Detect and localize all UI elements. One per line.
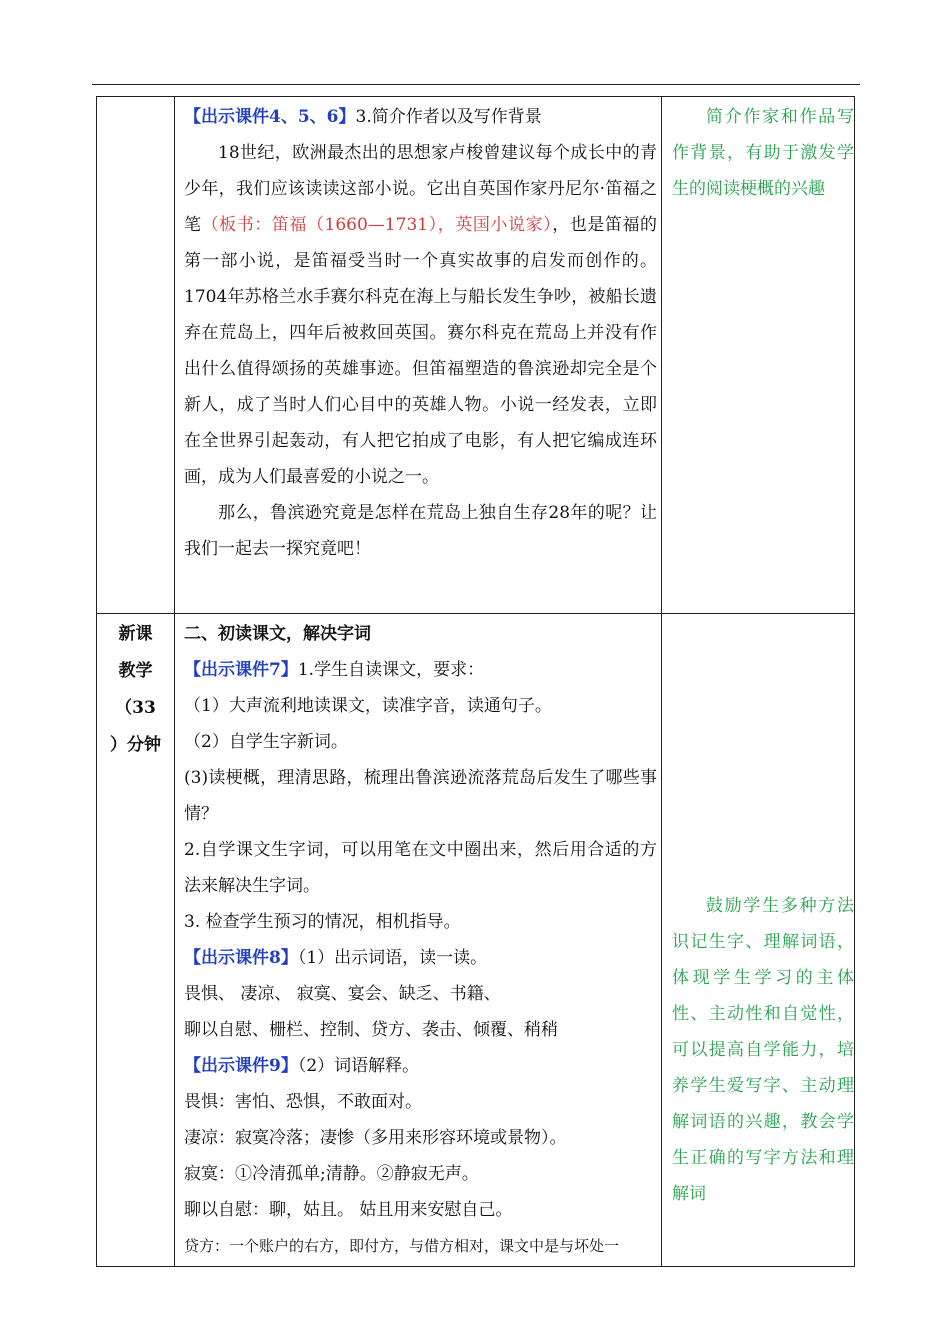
stage-cell (97, 97, 175, 614)
stage-label (97, 97, 174, 99)
step-item: 2.自学课文生字词，可以用笔在文中圈出来，然后用合适的方法来解决生字词。 (184, 840, 657, 896)
courseware-tag: 【出示课件8】 (184, 948, 298, 968)
lesson-plan-table (96, 96, 855, 1267)
header-rule (92, 84, 860, 85)
requirement: (3)读梗概，理清思路，梳理出鲁滨逊流落荒岛后发生了哪些事情？ (184, 768, 657, 824)
word-list: 畏惧、 凄凉、 寂寞、宴会、缺乏、书籍、 (184, 984, 501, 1004)
section-title: 二、初读课文，解决字词 (184, 624, 371, 644)
content-cell: 二、初读课文，解决字词 【出示课件7】1.学生自读课文，要求： （1）大声流利地读课文，读准字音，读通句子。 （2）自学生字新词。 (3)读梗概，理清思路，梳理出鲁滨逊流落荒岛后发生了哪些事情？ 2.自学课文生字词，可以用笔在文中圈出来，然后用合适的方法来解决生字词。 3. 检查学生预习的情况，相机指导。 【出示课件8】（1）出示词语，读一读。 畏惧、 凄凉、 寂寞、宴会、缺乏、书籍、 聊以自慰、栅栏、控制、贷方、袭击、倾覆、稍稍 【出示课件9】（2）词语解释。 畏惧：害怕、恐惧，不敢面对。 凄凉：寂寞冷落；凄惨（多用来形容环境或景物）。 寂寞：①冷清孤单;清静。②静寂无声。 聊以自慰：聊，姑且。 姑且用来安慰自己。 贷方：一个账户的右方，即付方，与借方相对，课文中是与坏处一 (175, 614, 662, 1267)
design-note: 简介作家和作品写作背景，有助于激发学生的阅读梗概的兴趣 (672, 107, 854, 199)
definition: 寂寞：①冷清孤单;清静。②静寂无声。 (184, 1164, 479, 1184)
word-list: 聊以自慰、栅栏、控制、贷方、袭击、倾覆、稍稍 (184, 1020, 558, 1040)
note-cell (662, 614, 855, 1267)
requirement: （1）大声流利地读课文，读准字音，读通句子。 (184, 696, 552, 716)
board-note: （板书：笛福（1660—1731），英国小说家） (201, 215, 553, 235)
courseware-tag: 【出示课件9】 (184, 1056, 298, 1076)
definition: 畏惧：害怕、恐惧，不敢面对。 (184, 1092, 422, 1112)
note-cell (662, 97, 855, 614)
background-paragraph: 18世纪，欧洲最杰出的思想家卢梭曾建议每个成长中的青少年，我们应该读读这部小说。它出自英国作家丹尼尔·笛福之笔（板书：笛福（1660—1731），英国小说家），也是笛福的第一部小说，是笛福受当时一个真实故事的启发而创作的。1704年苏格兰水手赛尔科克在海上与船长发生争吵，被船长遗弃在荒岛上，四年后被救回英国。赛尔科克在荒岛上并没有作出什么值得颂扬的英雄事迹。但笛福塑造的鲁滨逊却完全是个新人，成了当时人们心目中的英雄人物。小说一经发表，立即在全世界引起轰动，有人把它拍成了电影，有人把它编成连环画，成为人们最喜爱的小说之一。 (184, 143, 658, 487)
stage-cell (97, 614, 175, 1267)
lead-in-paragraph: 那么，鲁滨逊究竟是怎样在荒岛上独自生存28年的呢？让我们一起去一探究竟吧！ (184, 503, 657, 559)
definition: 凄凉：寂寞冷落；凄惨（多用来形容环境或景物）。 (184, 1128, 567, 1148)
courseware-tag: 【出示课件4、5、6】 (184, 107, 356, 127)
step-item: 3. 检查学生预习的情况，相机指导。 (184, 912, 461, 932)
content-cell (175, 97, 662, 614)
table-row (97, 97, 855, 614)
section-heading: 3.简介作者以及写作背景 (355, 107, 542, 127)
stage-label: 新课 教学 （33 ）分钟 (110, 624, 161, 755)
definition: 聊以自慰：聊，姑且。 姑且用来安慰自己。 (184, 1200, 513, 1220)
definition: 贷方：一个账户的右方，即付方，与借方相对，课文中是与坏处一 (184, 1237, 620, 1255)
design-note: 鼓励学生多种方法识记生字、理解词语，体现学生学习的主体性、主动性和自觉性，可以提高自学能力，培养学生爱写字、主动理解词语的兴趣，教会学生正确的写字方法和理解词 (672, 896, 854, 1204)
courseware-tag: 【出示课件7】 (184, 660, 298, 680)
requirement: （2）自学生字新词。 (184, 732, 348, 752)
table-row (97, 614, 855, 1267)
